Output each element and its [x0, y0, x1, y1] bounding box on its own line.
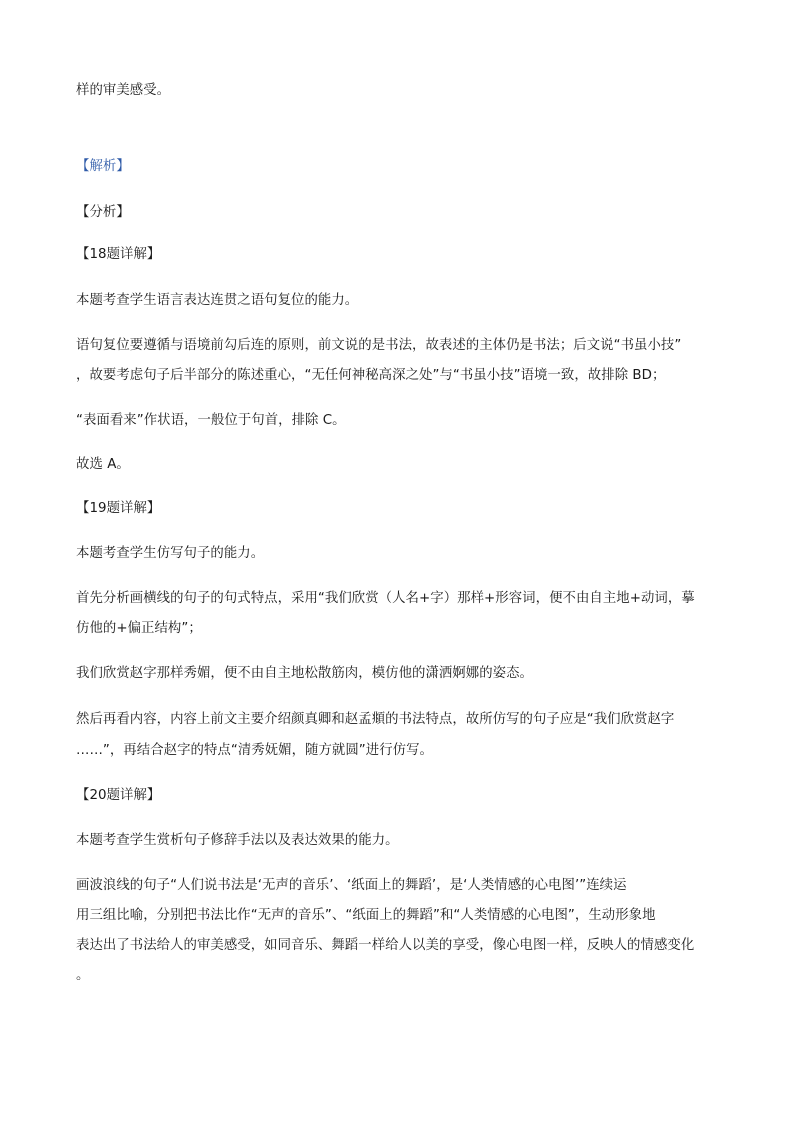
- text-line: 语句复位要遵循与语境前勾后连的原则，前文说的是书法，故表述的主体仍是书法；后文说“书虽小技”: [76, 338, 682, 353]
- text-line: 然后再看内容，内容上前文主要介绍颜真卿和赵孟頫的书法特点，故所仿写的句子应是“我们欣赏赵字: [76, 712, 675, 727]
- section-heading: 【分析】: [76, 205, 130, 220]
- text-line: 首先分析画横线的句子的句式特点，采用“我们欣赏（人名+字）那样+形容词，便不由自主地+动词，摹: [76, 591, 695, 606]
- text-line: 本题考查学生仿写句子的能力。: [76, 546, 265, 561]
- section-heading-analysis: 【解析】: [76, 159, 130, 174]
- text-line: 表达出了书法给人的审美感受，如同音乐、舞蹈一样给人以美的享受，像心电图一样，反映人的情感变化: [76, 938, 695, 953]
- question-heading-20: 【20题详解】: [76, 788, 161, 803]
- text-line: “表面看来”作状语，一般位于句首，排除 C。: [76, 413, 346, 428]
- question-heading-19: 【19题详解】: [76, 501, 161, 516]
- text-line: 画波浪线的句子“人们说书法是‘无声的音乐’、‘纸面上的舞蹈’，是‘人类情感的心电图’”连续运: [76, 878, 627, 893]
- text-line: 样的审美感受。: [76, 83, 171, 98]
- question-heading-18: 【18题详解】: [76, 247, 161, 262]
- text-line: 我们欣赏赵字那样秀媚，便不由自主地松散筋肉，模仿他的潇洒婀娜的姿态。: [76, 666, 533, 681]
- text-line: 本题考查学生语言表达连贯之语句复位的能力。: [76, 293, 359, 308]
- text-line: ，故要考虑句子后半部分的陈述重心，“无任何神秘高深之处”与“书虽小技”语境一致，故排除 BD；: [76, 368, 666, 383]
- text-line: ……”，再结合赵字的特点“清秀妩媚，随方就圆”进行仿写。: [76, 743, 433, 758]
- text-line: 用三组比喻，分别把书法比作“无声的音乐”、“纸面上的舞蹈”和“人类情感的心电图”，生动形象地: [76, 908, 656, 923]
- text-line: 故选 A。: [76, 457, 130, 472]
- text-line: 。: [76, 968, 90, 983]
- text-line: 仿他的+偏正结构”；: [76, 621, 202, 636]
- text-line: 本题考查学生赏析句子修辞手法以及表达效果的能力。: [76, 833, 399, 848]
